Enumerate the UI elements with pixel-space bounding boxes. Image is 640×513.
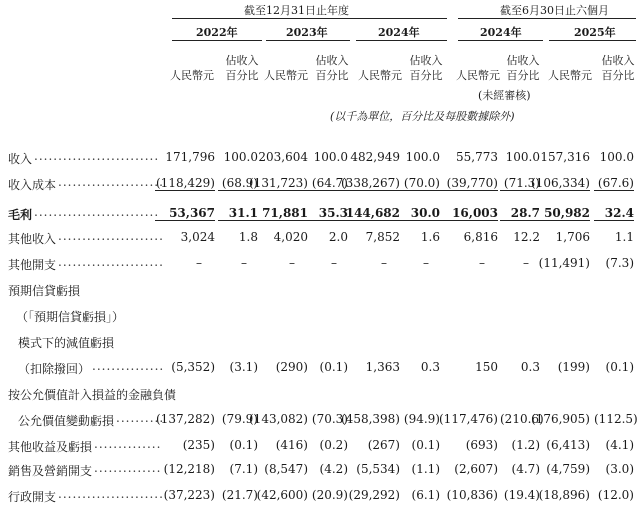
year-2025-6m: 2025年 (574, 26, 616, 39)
value-cell: (39,770) (438, 176, 498, 191)
year-rule (172, 40, 262, 41)
col-header-pct: 佔收入 百分比 (409, 54, 443, 82)
value-cell: (4,759) (546, 462, 590, 476)
value-cell: (79.9) (221, 412, 258, 426)
row-label-text: 行政開支 (8, 490, 57, 504)
year-rule (266, 40, 350, 41)
leader-dots: ............... (92, 359, 165, 373)
row-label (8, 438, 92, 455)
value-cell: (1.2) (511, 438, 540, 452)
value-cell: (210.6) (500, 412, 544, 426)
row-label-text: 其他收入 (8, 232, 57, 246)
col-header-rmb: 人民幣元 (548, 69, 592, 82)
leader-dots: .......................... (34, 149, 160, 163)
value-cell: (1.1) (411, 462, 440, 476)
value-cell: (68.9) (218, 176, 258, 191)
value-cell: (71.3) (500, 176, 540, 191)
value-cell: (338,267) (341, 176, 400, 190)
value-cell: (235) (182, 438, 215, 452)
value-cell: (7.3) (605, 256, 634, 270)
value-cell: (5,534) (356, 462, 400, 476)
value-cell: – (331, 256, 337, 270)
row-label-text: 按公允價值計入損益的金融負債 (8, 388, 177, 402)
value-cell: 1,363 (365, 360, 400, 374)
col-header-pct: 佔收入 百分比 (225, 54, 259, 82)
col-header-pct: 佔收入 百分比 (315, 54, 349, 82)
row-label-text: 預期信貸虧損 (8, 284, 81, 298)
value-cell: 144,682 (340, 206, 400, 221)
value-cell: (21.7) (221, 488, 258, 502)
value-cell: 0.3 (420, 360, 440, 374)
col-header-rmb: 人民幣元 (170, 69, 214, 82)
value-cell: (12,218) (163, 462, 215, 476)
value-cell: 100.0 (313, 150, 348, 164)
group-title-six-months: 截至6月30日止六個月 (500, 4, 609, 17)
row-label (8, 282, 80, 299)
value-cell: 482,949 (350, 150, 400, 164)
value-cell: 28.7 (500, 206, 540, 221)
value-cell: (6.1) (411, 488, 440, 502)
row-label-text: 其他收益及虧損 (8, 440, 93, 454)
value-cell: – (479, 256, 485, 270)
value-cell: 0.3 (520, 360, 540, 374)
value-cell: 12.2 (513, 230, 540, 244)
value-cell: (70.3) (311, 412, 348, 426)
value-cell: (267) (367, 438, 400, 452)
year-rule (549, 40, 636, 41)
year-2023: 2023年 (286, 26, 328, 39)
value-cell: (10,836) (446, 488, 498, 502)
value-cell: (117,476) (439, 412, 498, 426)
value-cell: (94.9) (403, 412, 440, 426)
value-cell: 100.0 (505, 150, 540, 164)
value-cell: – (381, 256, 387, 270)
col-header-rmb: 人民幣元 (456, 69, 500, 82)
value-cell: (70.0) (400, 176, 440, 191)
value-cell: (42,600) (256, 488, 308, 502)
value-cell: (0.1) (605, 360, 634, 374)
row-label (18, 334, 114, 351)
value-cell: (131,723) (249, 176, 308, 190)
value-cell: 203,604 (258, 150, 308, 164)
row-label-text: 銷售及營銷開支 (8, 464, 93, 478)
group-rule-fiscal-year (172, 18, 447, 19)
value-cell: 31.1 (218, 206, 258, 221)
value-cell: 55,773 (456, 150, 498, 164)
year-rule (356, 40, 447, 41)
value-cell: (4.7) (511, 462, 540, 476)
col-header-pct: 佔收入 百分比 (601, 54, 635, 82)
value-cell: (112.5) (594, 412, 638, 426)
row-label (16, 308, 124, 325)
value-cell: (29,292) (348, 488, 400, 502)
value-cell: (4.1) (605, 438, 634, 452)
value-cell: (290) (275, 360, 308, 374)
year-2024-6m: 2024年 (480, 26, 522, 39)
value-cell: (0.1) (319, 360, 348, 374)
value-cell: (6,413) (546, 438, 590, 452)
col-header-pct: 佔收入 百分比 (506, 54, 540, 82)
value-cell: (106,334) (531, 176, 590, 190)
value-cell: 3,024 (180, 230, 215, 244)
row-label (8, 462, 92, 479)
row-label (18, 412, 114, 429)
leader-dots: ...................... (58, 255, 164, 269)
value-cell: 100.0 (223, 150, 258, 164)
row-label (18, 360, 90, 377)
value-cell: 30.0 (400, 206, 440, 221)
row-label-text: 毛利 (8, 208, 33, 222)
value-cell: 171,796 (165, 150, 215, 164)
leader-dots: ...................... (58, 487, 164, 501)
value-cell: 1.6 (420, 230, 440, 244)
value-cell: 4,020 (273, 230, 308, 244)
group-rule-six-months (458, 18, 636, 19)
value-cell: (458,398) (341, 412, 400, 426)
value-cell: (5,352) (171, 360, 215, 374)
value-cell: (2,607) (454, 462, 498, 476)
row-label (8, 206, 32, 223)
value-cell: 35.3 (308, 206, 348, 221)
value-cell: 150 (475, 360, 498, 374)
row-label (8, 150, 32, 167)
value-cell: 100.0 (599, 150, 634, 164)
leader-dots: ...................... (58, 229, 164, 243)
leader-dots: .............. (94, 461, 162, 475)
row-label-text: 收入 (8, 152, 33, 166)
value-cell: 1.1 (614, 230, 634, 244)
leader-dots: .............. (94, 437, 162, 451)
value-cell: (4.2) (319, 462, 348, 476)
value-cell: 71,881 (248, 206, 308, 221)
value-cell: (20.9) (311, 488, 348, 502)
value-cell: (8,547) (264, 462, 308, 476)
leader-dots: ...................... (58, 175, 164, 189)
value-cell: (11,491) (538, 256, 590, 270)
row-label (8, 230, 56, 247)
row-label-text: 公允價值變動虧損 (18, 414, 115, 428)
leader-dots: .......... (116, 411, 165, 425)
value-cell: (18,896) (538, 488, 590, 502)
col-header-rmb: 人民幣元 (358, 69, 402, 82)
value-cell: – (289, 256, 295, 270)
unaudited-note: (未經審核) (478, 89, 531, 102)
value-cell: (0.1) (229, 438, 258, 452)
value-cell: 7,852 (365, 230, 400, 244)
value-cell: 1.8 (238, 230, 258, 244)
value-cell: (64.7) (308, 176, 348, 191)
units-note: (以千為單位，百分比及每股數據除外) (330, 110, 515, 123)
value-cell: 50,982 (530, 206, 590, 221)
value-cell: (0.1) (411, 438, 440, 452)
row-label (8, 488, 56, 505)
value-cell: (693) (465, 438, 498, 452)
value-cell: 53,367 (155, 206, 215, 221)
row-label-text: 其他開支 (8, 258, 57, 272)
col-header-rmb: 人民幣元 (264, 69, 308, 82)
value-cell: (118,429) (156, 176, 215, 190)
year-rule (458, 40, 543, 41)
value-cell: (416) (275, 438, 308, 452)
value-cell: 100.0 (405, 150, 440, 164)
value-cell: (7.1) (229, 462, 258, 476)
value-cell: 32.4 (594, 206, 634, 221)
value-cell: 2.0 (328, 230, 348, 244)
year-2022: 2022年 (196, 26, 238, 39)
value-cell: (3.0) (605, 462, 634, 476)
value-cell: (3.1) (229, 360, 258, 374)
value-cell: (143,082) (249, 412, 308, 426)
value-cell: 6,816 (463, 230, 498, 244)
value-cell: (137,282) (156, 412, 215, 426)
value-cell: (0.2) (319, 438, 348, 452)
value-cell: (67.6) (594, 176, 634, 191)
value-cell: – (196, 256, 202, 270)
value-cell: – (241, 256, 247, 270)
row-label-text: （扣除撥回） (18, 362, 91, 376)
value-cell: (12.0) (597, 488, 634, 502)
row-label-text: 模式下的減值虧損 (18, 336, 115, 350)
value-cell: (199) (557, 360, 590, 374)
year-2024-fy: 2024年 (378, 26, 420, 39)
value-cell: (37,223) (163, 488, 215, 502)
value-cell: (19.4) (503, 488, 540, 502)
leader-dots: .......................... (34, 205, 160, 219)
row-label (8, 176, 56, 193)
row-label-text: 收入成本 (8, 178, 57, 192)
value-cell: – (523, 256, 529, 270)
value-cell: 157,316 (540, 150, 590, 164)
value-cell: 1,706 (555, 230, 590, 244)
value-cell: – (423, 256, 429, 270)
row-label-text: （「預期信貸虧損」） (16, 310, 125, 324)
row-label (8, 386, 176, 403)
value-cell: 16,003 (438, 206, 498, 221)
value-cell: (176,905) (531, 412, 590, 426)
group-title-fiscal-year: 截至12月31日止年度 (244, 4, 349, 17)
row-label (8, 256, 56, 273)
